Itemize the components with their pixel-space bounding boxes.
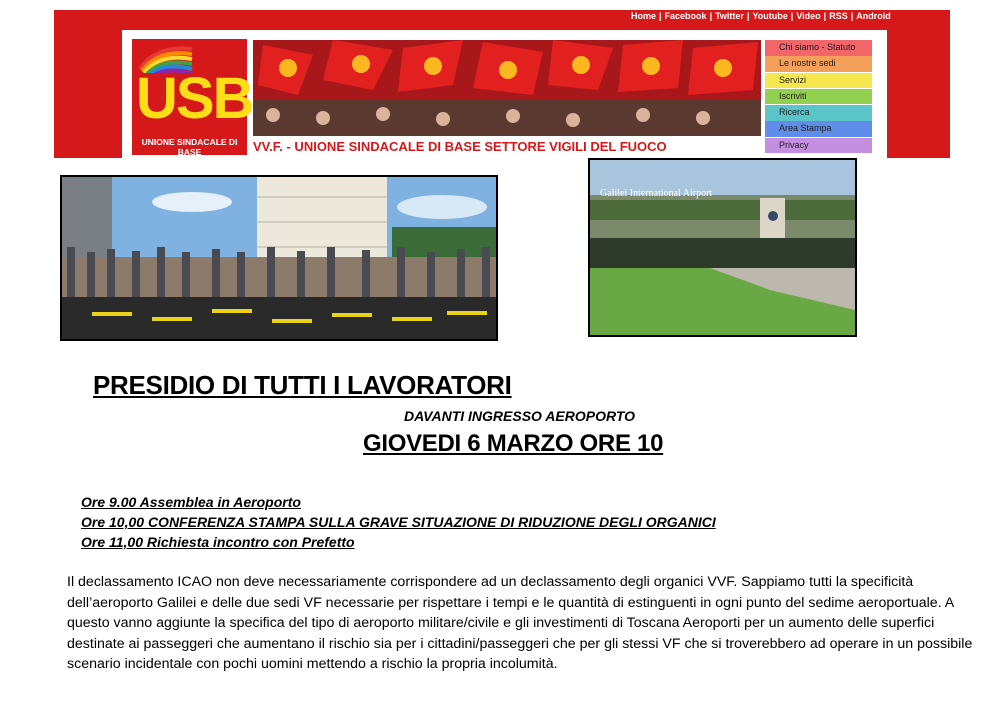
nav-separator: | (823, 11, 827, 21)
nav-home[interactable]: Home (631, 11, 657, 21)
menu-item-ricerca[interactable]: Ricerca (765, 105, 872, 121)
pisa-protest-photo (60, 175, 498, 341)
nav-facebook[interactable]: Facebook (664, 11, 707, 21)
page-title: PRESIDIO DI TUTTI I LAVORATORI (93, 370, 512, 400)
menu-item-privacy[interactable]: Privacy (765, 138, 872, 154)
nav-separator: | (746, 11, 750, 21)
nav-rss[interactable]: RSS (829, 11, 848, 21)
nav-video[interactable]: Video (796, 11, 821, 21)
body-paragraph: Il declassamento ICAO non deve necessariamente corrispondere ad un declassamento degli organici VVF. Sappiamo tutti la specificità dell’aeroporto Galilei e delle due sedi VF necessarie per rispettare i tempi e le quantità di estinguenti in ogni punto del sedime aeroportuale. A questo vanno aggiunte la specifica del tipo di aeroporto militare/civile e gli investimenti di Toscana Aeroporti per un aumento delle superfici destinate ai passeggeri che aumentano il rischio sia per i cittadini/passeggeri che per gli stessi VF che si troverebbero ad operare in un possibile scenario incidentale con pochi uomini mettendo a rischio la propria incolumità. (67, 574, 973, 673)
side-menu (765, 40, 872, 154)
usb-logo[interactable] (132, 39, 253, 157)
schedule-item: Ore 9.00 Assemblea in Aeroporto (81, 494, 301, 510)
event-date: GIOVEDI 6 MARZO ORE 10 (363, 430, 664, 457)
nav-separator: | (659, 11, 662, 21)
schedule-item: Ore 11,00 Richiesta incontro con Prefetto (81, 534, 355, 550)
menu-item-servizi[interactable]: Servizi (765, 73, 872, 89)
location-subtitle: DAVANTI INGRESSO AEROPORTO (404, 408, 636, 424)
menu-item-iscriviti[interactable]: Iscriviti (765, 89, 872, 105)
airport-photo (588, 158, 857, 337)
logo-text: USB (136, 66, 253, 131)
airport-sign: Galilei International Airport (600, 188, 713, 199)
schedule-list (81, 492, 716, 552)
site-tagline: VV.F. - UNIONE SINDACALE DI BASE SETTORE VIGILI DEL FUOCO (253, 139, 667, 154)
menu-item-chi-siamo[interactable]: Chi siamo - Statuto (765, 40, 872, 56)
nav-youtube[interactable]: Youtube (752, 11, 788, 21)
nav-android[interactable]: Android (856, 11, 891, 21)
menu-item-sedi[interactable]: Le nostre sedi (765, 56, 872, 72)
nav-separator: | (790, 11, 794, 21)
schedule-item: Ore 10,00 CONFERENZA STAMPA SULLA GRAVE SITUAZIONE DI RIDUZIONE DEGLI ORGANICI (81, 514, 716, 530)
nav-separator: | (850, 11, 854, 21)
nav-twitter[interactable]: Twitter (715, 11, 744, 21)
logo-subtitle: UNIONE SINDACALE DI BASE (141, 137, 238, 157)
protest-banner-image (253, 40, 761, 136)
top-nav (631, 11, 891, 25)
menu-item-area-stampa[interactable]: Area Stampa (765, 121, 872, 137)
nav-separator: | (709, 11, 713, 21)
